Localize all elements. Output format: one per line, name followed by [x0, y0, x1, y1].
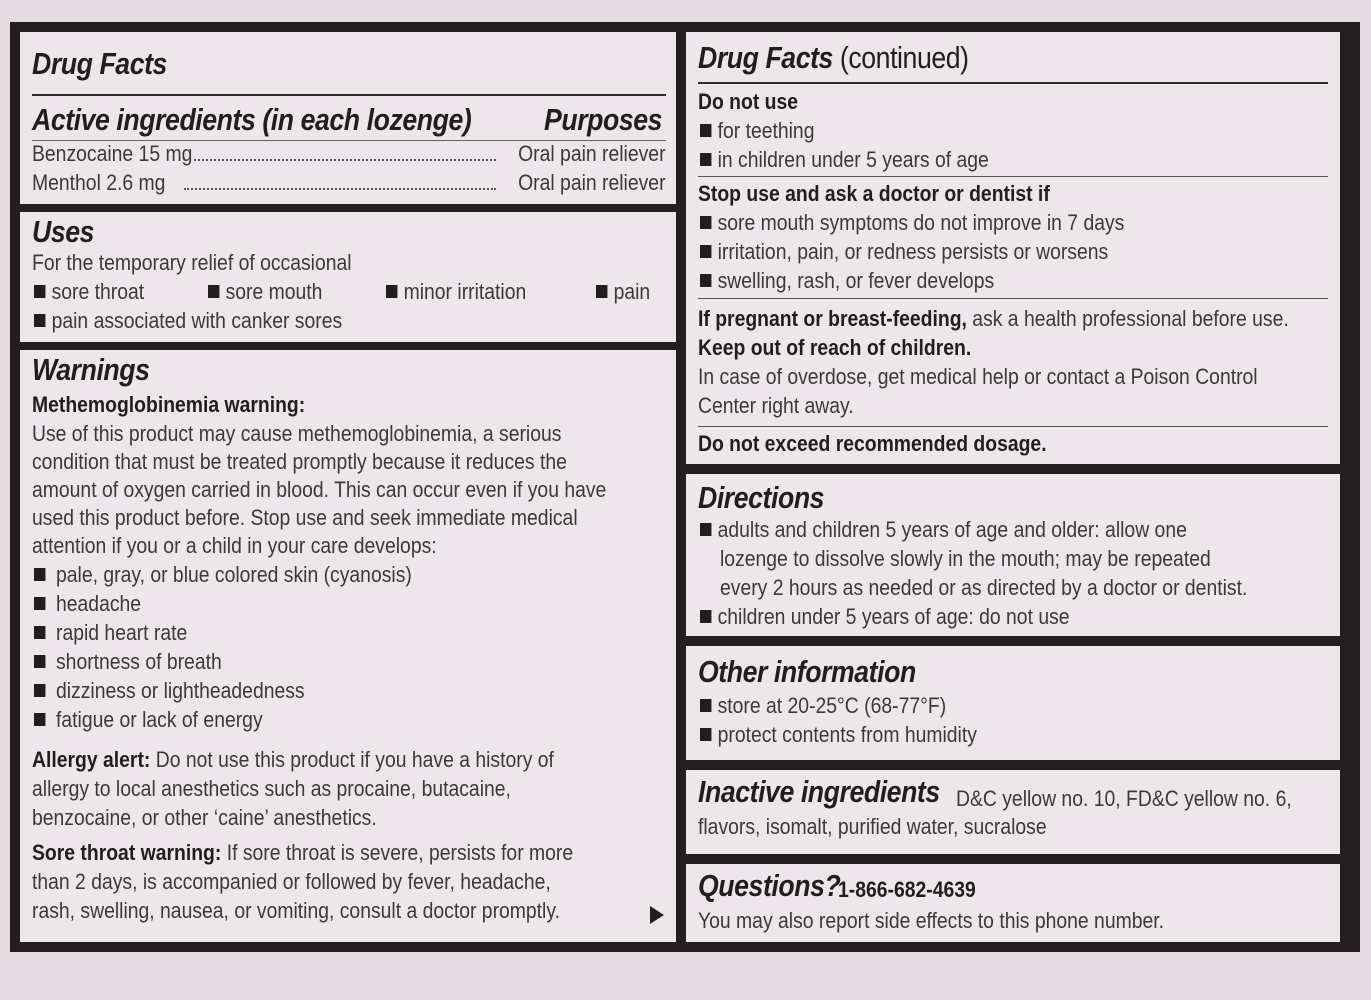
list-item: children under 5 years of age: do not use — [700, 602, 1070, 631]
list-item: sore mouth symptoms do not improve in 7 days — [700, 208, 1124, 237]
ingredient-name: Benzocaine 15 mg — [32, 141, 193, 166]
panel-directions — [686, 474, 1340, 636]
paragraph-line: allergy to local anesthetics such as procaine, butacaine, — [32, 776, 511, 801]
bullet-icon — [34, 597, 45, 610]
uses-intro: For the temporary relief of occasional — [32, 250, 352, 275]
list-item: pain — [596, 277, 650, 306]
bullet-icon — [34, 713, 45, 726]
paragraph-line: condition that must be treated promptly because it reduces the — [32, 449, 567, 474]
list-item: minor irritation — [386, 277, 526, 306]
paragraph-line: Use of this product may cause methemoglobinemia, a serious — [32, 421, 562, 446]
list-item: shortness of breath — [34, 647, 222, 676]
list-item: headache — [34, 589, 141, 618]
panel-inactive-ingredients — [686, 770, 1340, 854]
other-information-heading: Other information — [698, 654, 916, 689]
bullet-icon — [700, 153, 711, 166]
list-item: pale, gray, or blue colored skin (cyanosis) — [34, 560, 412, 589]
directions-heading: Directions — [698, 480, 825, 515]
ingredient-purpose: Oral pain reliever — [518, 170, 666, 195]
drug-facts-title: Drug Facts — [32, 46, 167, 81]
list-item: adults and children 5 years of age and older: allow one — [700, 515, 1187, 544]
paragraph-line: D&C yellow no. 10, FD&C yellow no. 6, — [956, 786, 1292, 811]
bullet-icon — [34, 626, 45, 639]
bullet-icon — [34, 655, 45, 668]
ingredient-row — [32, 168, 666, 197]
bullet-icon — [700, 610, 711, 623]
do-not-use-heading: Do not use — [698, 89, 799, 114]
panel-other-information — [686, 646, 1340, 760]
list-item: dizziness or lightheadedness — [34, 676, 305, 705]
bullet-icon — [386, 285, 397, 298]
drug-facts-continued-title: Drug Facts (continued) — [698, 40, 969, 75]
ingredient-row — [32, 139, 666, 168]
continue-arrow-icon — [650, 906, 664, 924]
dosage-warning: Do not exceed recommended dosage. — [698, 431, 1047, 456]
active-ingredients-heading: Active ingredients (in each lozenge) — [32, 102, 472, 137]
list-item: rapid heart rate — [34, 618, 187, 647]
paragraph-line: amount of oxygen carried in blood. This can occur even if you have — [32, 477, 607, 502]
list-item: fatigue or lack of energy — [34, 705, 263, 734]
paragraph-line: attention if you or a child in your care develops: — [32, 533, 437, 558]
paragraph-line: lozenge to dissolve slowly in the mouth; may be repeated — [720, 546, 1211, 571]
bullet-icon — [700, 245, 711, 258]
list-item: swelling, rash, or fever develops — [700, 266, 994, 295]
uses-heading: Uses — [32, 214, 95, 249]
bullet-icon — [700, 124, 711, 137]
ingredient-purpose: Oral pain reliever — [518, 141, 666, 166]
bullet-icon — [34, 684, 45, 697]
purposes-heading: Purposes — [544, 102, 663, 137]
bullet-icon — [596, 285, 607, 298]
allergy-alert: Allergy alert: Do not use this product if you have a history of — [32, 747, 554, 772]
paragraph-line: than 2 days, is accompanied or followed by fever, headache, — [32, 869, 551, 894]
bullet-icon — [34, 568, 45, 581]
list-item: for teething — [700, 116, 814, 145]
keep-out-of-reach: Keep out of reach of children. — [698, 335, 972, 360]
inactive-ingredients: Inactive ingredients — [698, 774, 940, 809]
panel-uses — [20, 212, 676, 342]
panel-continued — [686, 32, 1340, 464]
stop-use-heading: Stop use and ask a doctor or dentist if — [698, 181, 1050, 206]
list-item: in children under 5 years of age — [700, 145, 989, 174]
bullet-icon — [700, 274, 711, 287]
paragraph-line: Center right away. — [698, 393, 854, 418]
panel-active-ingredients — [20, 32, 676, 204]
pregnant-warning: If pregnant or breast-feeding, ask a health professional before use. — [698, 306, 1289, 331]
list-item: sore throat — [34, 277, 144, 306]
bullet-icon — [700, 523, 711, 536]
list-item: irritation, pain, or redness persists or worsens — [700, 237, 1108, 266]
list-item: store at 20-25°C (68-77°F) — [700, 691, 946, 720]
ingredient-name: Menthol 2.6 mg — [32, 170, 166, 195]
list-item: pain associated with canker sores — [34, 306, 342, 335]
bullet-icon — [34, 285, 45, 298]
bullet-icon — [208, 285, 219, 298]
phone-number: 1-866-682-4639 — [838, 877, 976, 902]
panel-warnings — [20, 350, 676, 942]
sore-throat-warning: Sore throat warning: If sore throat is severe, persists for more — [32, 840, 574, 865]
questions-note: You may also report side effects to this phone number. — [698, 908, 1165, 933]
bullet-icon — [34, 314, 45, 327]
bullet-icon — [700, 216, 711, 229]
paragraph-line: benzocaine, or other ‘caine’ anesthetics. — [32, 805, 377, 830]
list-item: sore mouth — [208, 277, 322, 306]
paragraph-line: rash, swelling, nausea, or vomiting, consult a doctor promptly. — [32, 898, 560, 923]
bullet-icon — [700, 699, 711, 712]
paragraph-line: In case of overdose, get medical help or contact a Poison Control — [698, 364, 1258, 389]
bullet-icon — [700, 728, 711, 741]
paragraph-line: every 2 hours as needed or as directed by a doctor or dentist. — [720, 575, 1248, 600]
questions-heading: Questions? — [698, 868, 841, 903]
paragraph-line: used this product before. Stop use and seek immediate medical — [32, 505, 578, 530]
panel-questions — [686, 864, 1340, 942]
warnings-heading: Warnings — [32, 352, 150, 387]
methemoglobinemia-heading: Methemoglobinemia warning: — [32, 392, 306, 417]
paragraph-line: flavors, isomalt, purified water, sucralose — [698, 814, 1047, 839]
list-item: protect contents from humidity — [700, 720, 977, 749]
